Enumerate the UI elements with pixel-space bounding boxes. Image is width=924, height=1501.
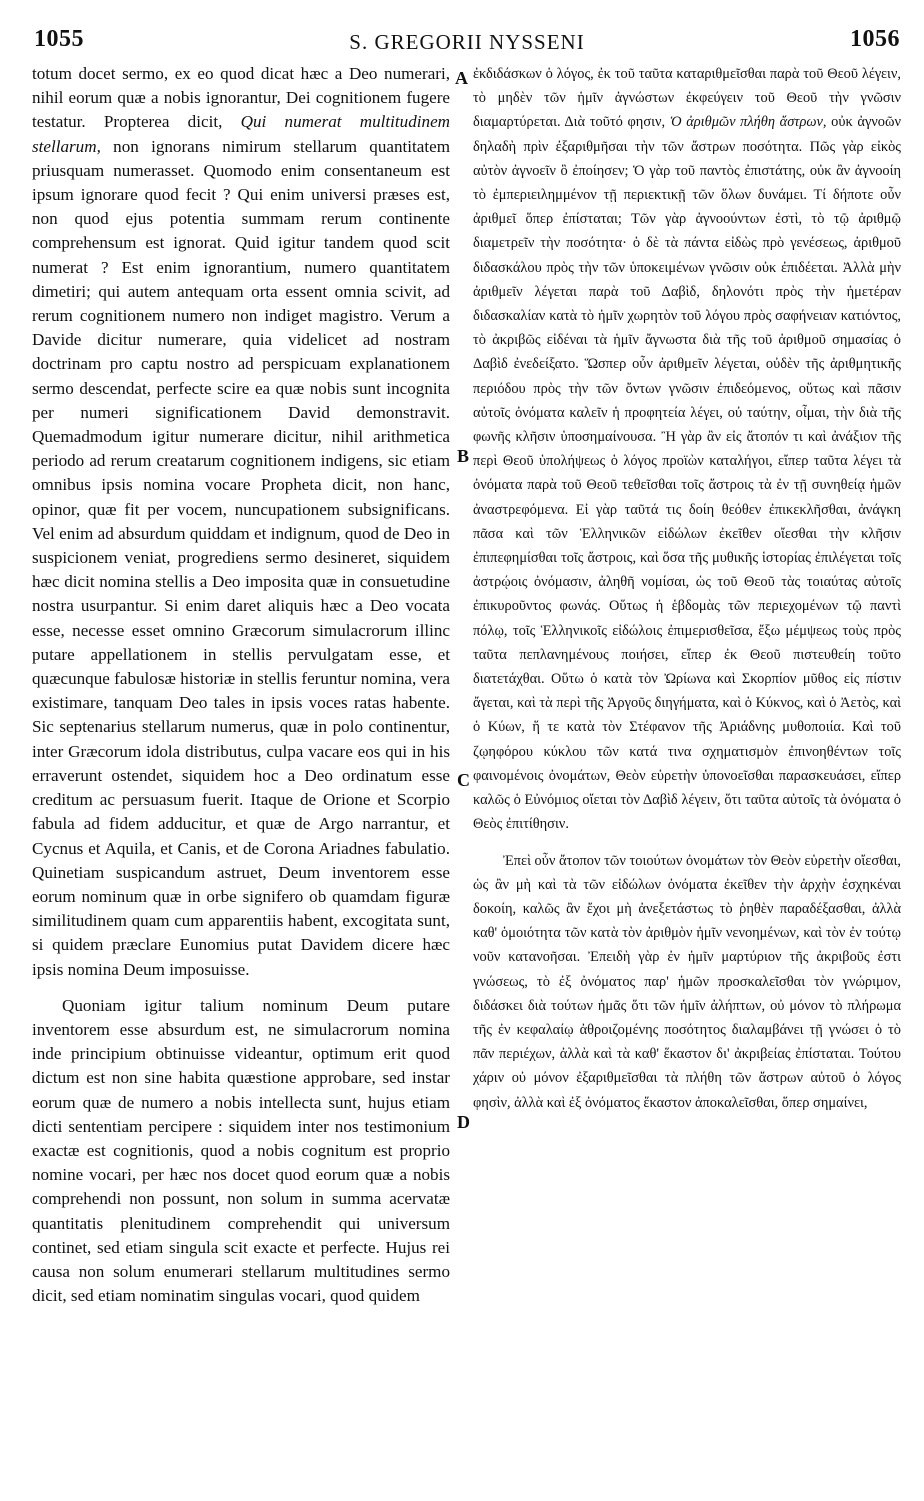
greek-text: ἐκδιδάσκων ὁ λόγος, ἐκ τοῦ ταῦτα καταριθμεῖσθαι παρὰ τοῦ Θεοῦ λέγειν, τὸ μηδὲν τῶν ἡμῖν ἀγνώστων ἐκφεύγειν τοῦ Θεοῦ τὴν γνῶσιν διαμαρτύρεται. Διὰ τοῦτό φησιν, <box>473 66 901 131</box>
running-title: S. GREGORII NYSSENI <box>349 30 585 54</box>
page-number-left: 1055 <box>34 26 84 52</box>
latin-text: totum docet sermo, ex eo quod dicat hæc a Deo numerari, nihil eorum quæ a nobis ignorantur, Dei cognitionem fugere testatur. Propterea dicit, <box>32 64 450 132</box>
page-number-right: 1056 <box>850 26 900 52</box>
greek-paragraph-2: Ἐπεὶ οὖν ἄτοπον τῶν τοιούτων ὀνομάτων τὸν Θεὸν εὑρετὴν οἴεσθαι, ὡς ἂν μὴ καὶ τὰ τῶν εἰδώλων ὀνόματα ἐκεῖθεν τὴν ἀρχὴν ἐσχηκέναι δοκοίη, καλῶς ἂν ἔχοι μὴ ἀνεξετάστως τὸ ῥηθὲν παραδέξασθαι, ἀλλὰ καθ' ὁμοιότητα τῶν κατὰ τὸν ἀριθμὸν ἡμῖν νενοημένων, καὶ τὸν ἐν τούτῳ νοῦν κατανοῆσαι. Ἐπειδὴ γὰρ ἐν ἡμῖν μαρτύριον τῆς ἀκριβοῦς ἐστι γνώσεως, τὸ ἐξ ὀνόματος παρ' ἡμῶν προσκαλεῖσθαι τὸν γνώριμον, διδάσκει διὰ τούτων ἡμᾶς ὅτι τῶν ἡμῖν ἀλήπτων, οὐ μόνον τὸ πλήρωμα τῆς ἐν κεφαλαίῳ ἀθροιζομένης ποσότητος διαλαμβάνει τῇ γνώσει ὁ τὸ πᾶν περιέχων, ἀλλὰ καὶ τὰ καθ' ἕκαστον δι' ἀκριβείας ἐπίσταται. Τούτου χάριν οὐ μόνον ἐξαριθμεῖσθαι τὰ πλήθη τῶν ἄστρων αὐτοῦ ὁ λόγος φησὶν, ἀλλὰ καὶ ἐξ ὀνόματος ἕκαστον ἀποκαλεῖσθαι, ὅπερ σημαίνει, <box>473 852 901 1111</box>
latin-column <box>32 62 450 1308</box>
greek-quote: Ὁ ἀριθμῶν πλήθη ἄστρων, <box>669 114 827 131</box>
latin-text: non ignorans nimirum stellarum quantitatem priusquam numerasset. Quomodo enim consentaneum est ipsum ignorare quod fecit ? Qui enim universi præses est, non quod ejus potentia summam rerum continente comprehensum est ignorat. Quid igitur tandem quod scit numerat ? Est enim ignorantium, numero quantitatem dimetiri; qui autem antequam orta essent omnia scivit, ad rerum cognitionem numero non indiget magistro. Verum a Davide dicitur numerare, quia videlicet ad nostram doctrinam pro captu nostro ad perspicuam explanationem sermo descendat, perfecte scire ea quæ nobis sunt incognita per numeri significationem David demonstravit. Quemadmodum igitur numerare dicitur, nihil arithmetica periodo ad rerum creatarum cognitionem indigens, sic etiam omnibus ipsis nomina vocare Propheta dicit, non hanc, opinor, quæ fit per vocem, nuncupationem subsignificans. Vel enim ad absurdum quiddam et indignum, quod de Deo in suspicionem veniat, progrediens sermo desineret, siquidem hæc dicit nomina stellis a Deo imposita quæ in consuetudine nostra usurpantur. Si enim daret aliquis hæc a Deo vocata esse, necesse esset omnino Græcorum simulacrorum illinc putare appellationem in stellis pervulgatam esse, et quæcunque fabulosæ historiæ in stellis feruntur nomina, vera existimare, tanquam Deo tales in ipsis voces ratas habente. Sic septenarius stellarum numerus, quæ in polo continentur, inter Græcorum idola distributus, culpa vacare eos qui in his erraverunt ostendet, siquidem hoc a Deo ordinatum esse creditum ac persuasum fuerit. Itaque de Orione et Scorpio fabula ad fidem adducitur, et quæ de Argo narrantur, et Cycnus et Aquila, et Canis, et de Corona Ariadnes fabulatio. Quinetiam suspicandum astruet, Deum inventorem esse eorum nominum quæ in orbe signifero ob quamdam figuræ similitudinem quam cum apparentiis habent, excogitata sunt, si quidem præclare Eunomius putat Davidem dicere hæc ipsis nomina Deum imposuisse. <box>32 136 450 979</box>
section-marker-a: A <box>455 68 468 88</box>
latin-quote: Qui numerat multitudinem stellarum, <box>32 112 450 156</box>
section-marker-d: D <box>457 1112 470 1132</box>
greek-column <box>473 62 901 1115</box>
page-header <box>34 22 900 62</box>
latin-paragraph-2: Quoniam igitur talium nominum Deum putare inventorem esse absurdum est, ne simulacrorum nomina inde principium obtinuisse videantur, optimum erit quod dictum est non sine habita quæstione approbare, sed instar eorum quæ de numero a nobis intellecta sunt, hujus etiam dicti sententiam percipere : siquidem inter nos testimonium exactæ est cognitionis, quod a nobis cognitum est proprio nomine vocari, per hæc nos docet quod eorum quæ a nobis comprehendi non possunt, non solum in summa acervatæ quantitatis plenitudinem comprehendit qui universum continet, sed etiam singula scit exacte et perfecte. Hujus rei causa non solum enumerari stellarum multitudines sermo dicit, sed etiam nominatim singulas vocari, quod quidem <box>32 995 450 1306</box>
section-marker-c: C <box>457 770 470 790</box>
greek-paragraph-1 <box>473 62 901 837</box>
section-marker-b: B <box>457 446 470 466</box>
latin-paragraph-1 <box>32 62 450 982</box>
greek-text: οὐκ ἀγνοῶν δηλαδὴ πρὶν ἐξαριθμῆσαι τὴν τῶν ἄστρων ποσότητα. Πῶς γὰρ εἰκὸς αὐτὸν ἀγνοεῖν ὃ ἐποίησεν; Ὁ γὰρ τοῦ παντὸς ἐπιστάτης, οὐκ ἂν ἀγνοοίη τὸ ἐμπεριειλημμένον τῇ περιεκτικῇ τῶν ὅλων δυνάμει. Τί δήποτε οὖν ἀριθμεῖ ὅπερ ἐπίσταται; Τῶν γὰρ ἀγνοούντων ἐστὶ, τὸ τῷ ἀριθμῷ διαμετρεῖν τὴν ποσότητα· ὁ δὲ τὰ πάντα εἰδὼς πρὸ γενέσεως, ἀριθμοῦ διδασκάλου πρὸς τὴν τῶν ὑποκειμένων γνῶσιν οὐκ ἐπιδέεται. Ἀλλὰ μὴν ἀριθμεῖν λέγεται παρὰ τοῦ Δαβὶδ, δηλονότι πρὸς τὴν ἡμετέραν διδασκαλίαν κατὰ τὸ ἡμῖν χωρητὸν τοῦ λόγου πρὸς σαφήνειαν κατιόντος, τὸ ἀκριβῶς εἰδέναι τὰ ἡμῖν ἄγνωστα διὰ τῆς τοῦ ἀριθμοῦ σημασίας ὁ Δαβὶδ ἐνεδείξατο. Ὥσπερ οὖν ἀριθμεῖν λέγεται, οὐδὲν τῆς ἀριθμητικῆς περιόδου πρὸς τὴν τῶν ὄντων γνῶσιν ἐπιδεόμενος, οὕτως καὶ πᾶσιν αὐτοῖς ὀνόματα καλεῖν ἡ προφητεία λέγει, οὐ ταύτην, οἶμαι, τὴν διὰ τῆς φωνῆς κλῆσιν ὑποσημαίνουσα. Ἢ γὰρ ἂν εἰς ἄτοπόν τι καὶ ἀνάξιον τῆς περὶ Θεοῦ ὑπολήψεως ὁ λόγος προϊὼν καταλήγοι, εἴπερ ταῦτα λέγει τὰ ὀνόματα παρὰ τοῦ Θεοῦ τεθεῖσθαι τοῖς ἄστροις τὰ ἐν τῇ συνηθείᾳ ἡμῶν ἀναστρεφόμενα. Εἰ γὰρ ταῦτά τις δοίη θεόθεν ἐπικεκλῆσθαι, ἀνάγκη πᾶσα καὶ τῶν Ἑλληνικῶν εἰδώλων ἐκεῖθεν οἴεσθαι τὴν κλῆσιν ἐπιπεφημίσθαι τοῖς ἄστροις, καὶ ὅσα τῆς μυθικῆς ἱστορίας ἐπιλέγεται τοῖς ἀστρῴοις ὀνόμασιν, ἀληθῆ νομίσαι, ὡς τοῦ Θεοῦ τὰς τοιαύτας αὐτοῖς ἐπικυροῦντος φωνάς. Οὕτως ἡ ἑβδομὰς τῶν περιεχομένων τῷ παντὶ πόλῳ, τοῖς Ἑλληνικοῖς εἰδώλοις ἐπιμερισθεῖσα, ἔξω μέμψεως τοὺς πρὸς ταῦτα πεπλανημένους ποιήσει, εἴπερ ἐκ Θεοῦ πιστευθείη τοῦτο διατετάχθαι. Οὕτω ὁ κατὰ τὸν Ὠρίωνα καὶ Σκορπίον μῦθος εἰς πίστιν ἄγεται, καὶ τὰ περὶ τῆς Ἀργοῦς διηγήματα, καὶ ὁ Κύκνος, καὶ ὁ Ἀετὸς, καὶ ὁ Κύων, ἥ τε κατὰ τὸν Στέφανον τῆς Ἀριάδνης μυθοποιία. Καὶ τοῦ ζῳηφόρου κύκλου τῶν κατά τινα σχηματισμὸν ἐπινοηθέντων τοῖς φαινομένοις ὀνομάτων, Θεὸν εὑρετὴν ὑπονοεῖσθαι παρασκευάσει, εἴπερ καλῶς ὁ Εὐνόμιος οἴεται τὸν Δαβὶδ λέγειν, ὅτι ταῦτα αὐτοῖς τὰ ὀνόματα ὁ Θεὸς ἐπιτίθησιν. <box>473 114 901 833</box>
